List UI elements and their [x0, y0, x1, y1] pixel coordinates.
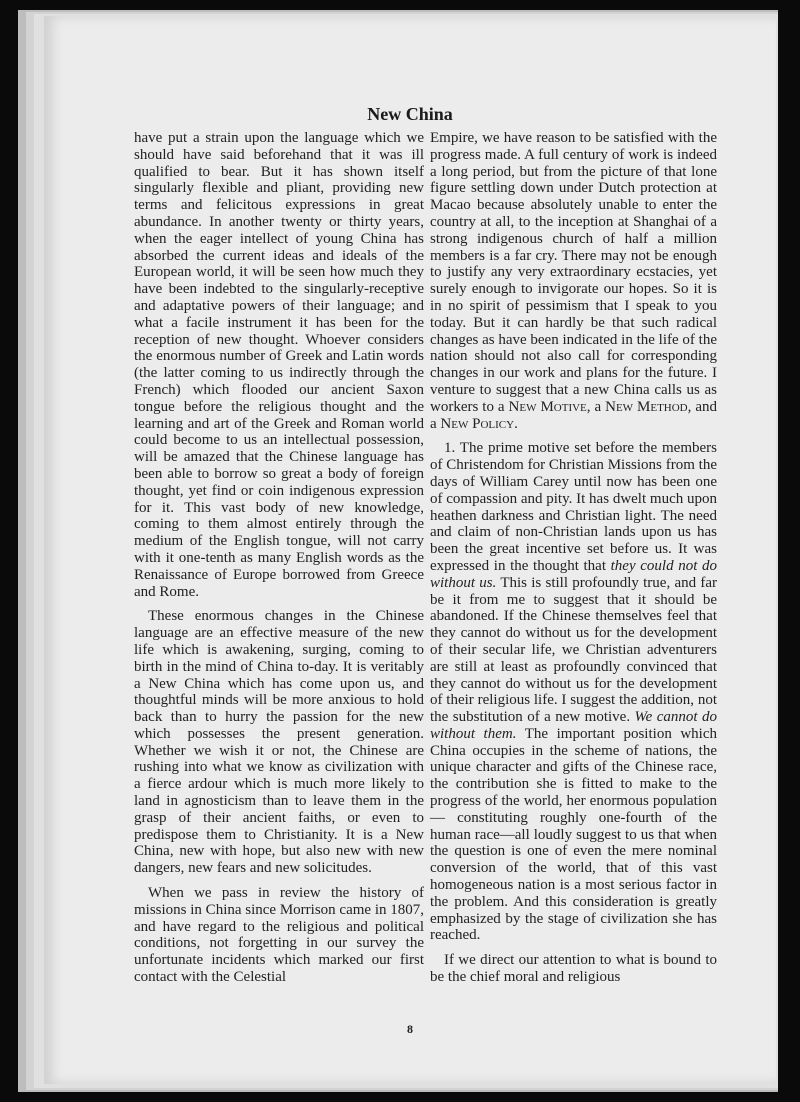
right-p2-a: 1. The prime motive set before the members of Christendom for Christian Missions from the days of William Carey until now has been one of compassion and pity. It has dwelt much upon heathen darkness and Christian light. The need and claim of non-Christian lands upon us has been the great incentive set before us. It was expressed in the thought that	[430, 440, 717, 574]
page-title: New China	[367, 104, 453, 124]
right-p2-c: The important position which China occupies in the scheme of nations, the unique character and gifts of the Chinese race, the contribution she is fitted to make to the progress of the world, her enormous population — constituting roughly one-fourth of the human race—all loudly suggest to us that when the question is one of even the mere nominal conversion of the world, that of this vast homogeneous nation is a most serious factor in the problem. And this consideration is greatly emphasized by the stage of civilization she has reached.	[430, 725, 718, 944]
document-page	[44, 16, 776, 1084]
left-paragraph-3: When we pass in review the history of missions in China since Morrison came in 1807, and have regard to the religious and political conditions, not forgetting in our survey the unfortunate incidents which marked our first contact with the Celestial	[134, 885, 424, 986]
right-paragraph-1	[430, 130, 717, 432]
right-p1-sep1: , a	[586, 398, 602, 415]
new-policy-phrase: New Policy	[440, 415, 515, 432]
left-paragraph-1: have put a strain upon the language which we should have said beforehand that it was ill qualified to bear. But it has shown itself singularly flexible and pliant, providing new terms and felicitous expressions in great abundance. In another twenty or thirty years, when the eager intellect of young China has absorbed the current ideas and ideals of the European world, it will be seen how much they have been indebted to the singularly-receptive and adaptative powers of their language; and what a facile instrument it has been for the reception of new thought. Whoever considers the enormous number of Greek and Latin words (the latter coming to us indirectly through the French) which flooded our ancient Saxon tongue before the religious thought and the learning and art of the Greek and Roman world could become to us an intellectual possession, will be amazed that the Chinese language has been able to borrow so great a body of foreign thought, yet find or coin indigenous expression for it. This vast body of new knowledge, coming to them almost entirely through the medium of the English tongue, will not carry with it one-tenth as many English words as the Renaissance of Europe borrowed from Greece and Rome.	[134, 130, 424, 600]
right-column	[430, 130, 717, 986]
right-p1-text: Empire, we have reason to be satisfied with the progress made. A full century of work is indeed a long period, but from the picture of that lone figure settling down under Dutch protection at Macao because absolutely unable to enter the country at all, to the inception at Shanghai of a strong indigenous church of half a million members is a far cry. There may not be enough to justify any very extraordinary ecstacies, yet surely enough to invigorate our hopes. So it is in no spirit of pessimism that I speak to you today. But it can hardly be that such radical changes as have been indicated in the life of the nation should not also call for corresponding changes in our work and plans for the future. I venture to suggest that a new China calls us as workers to a	[430, 130, 717, 415]
new-method-phrase: New Method	[605, 398, 688, 415]
new-motive-phrase: New Motive	[508, 398, 587, 415]
left-paragraph-2: These enormous changes in the Chinese language are an effective measure of the new life which is awakening, surging, coming to birth in the mind of China to-day. It is veritably a New China which has come upon us, and thoughtful minds will be more anxious to hold back than to hurry the passion for the new which possesses the present generation. Whether we wish it or not, the Chinese are rushing into what we know as civilization with a fierce ardour which is much more likely to land in agnosticism than to leave them in the grasp of their ancient faiths, or even to predispose them to Christianity. It is a New China, new with hope, but also new with new dangers, new fears and new solicitudes.	[134, 608, 424, 877]
right-p2-b: This is still profoundly true, and far be it from me to suggest that it should be abandoned. If the Chinese themselves feel that they cannot do without us for the development of their secular life, we Christian adventurers are still at least as profoundly convinced that they cannot do without us for the development of their religious life. I suggest the addition, not the substitution of a new motive.	[430, 574, 717, 726]
page-number: 8	[407, 1022, 413, 1036]
right-p1-end: .	[514, 415, 518, 432]
right-paragraph-3: If we direct our attention to what is bound to be the chief moral and religious	[430, 952, 717, 986]
italic-phrase-2: We cannot do without them.	[430, 709, 717, 742]
left-column	[134, 130, 424, 986]
right-p1-sep2: , and a	[430, 398, 718, 432]
right-paragraph-2	[430, 440, 717, 944]
italic-phrase-1: they could not do without us.	[430, 557, 718, 591]
